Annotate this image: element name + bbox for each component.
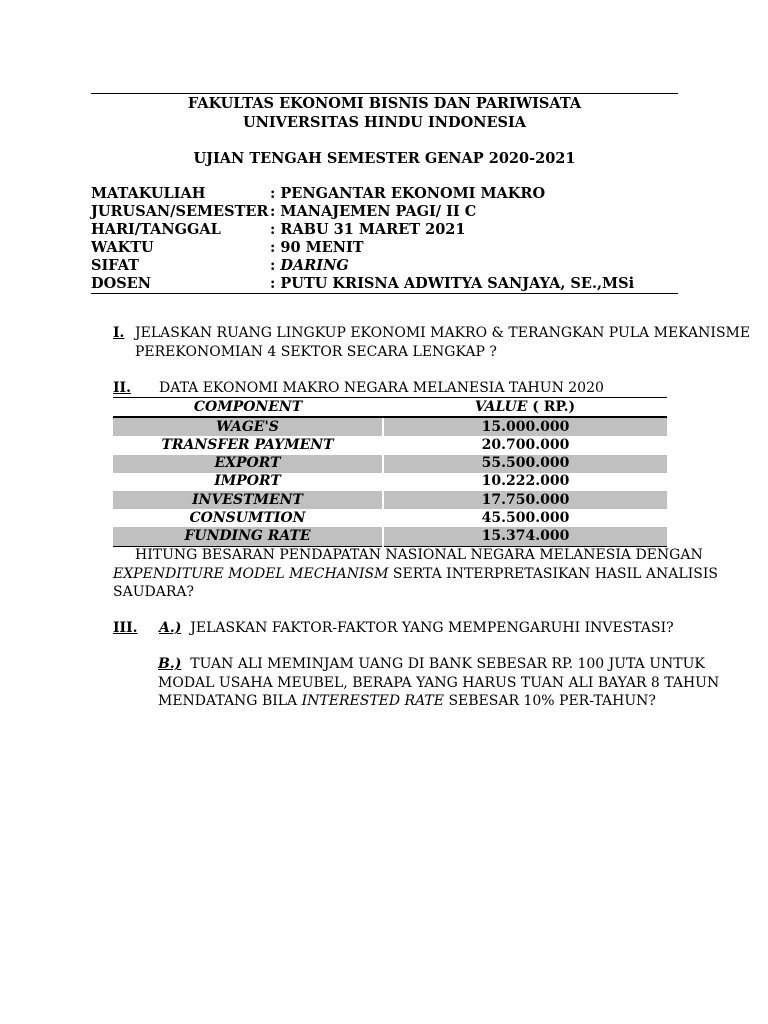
table-cell-component: CONSUMTION xyxy=(189,509,306,526)
question-3-number: III. xyxy=(113,620,138,636)
table-row xyxy=(113,455,667,473)
question-3b-term: INTERESTED RATE xyxy=(301,693,444,709)
info-bottom-rule xyxy=(91,293,678,294)
question-2-title: DATA EKONOMI MAKRO NEGARA MELANESIA TAHUN 2020 xyxy=(159,380,604,396)
table-row xyxy=(113,509,667,527)
faculty-title: FAKULTAS EKONOMI BISNIS DAN PARIWISATA xyxy=(187,95,582,112)
info-label-time: WAKTU xyxy=(91,239,154,256)
macro-data-table xyxy=(113,398,667,547)
table-cell-component: INVESTMENT xyxy=(113,491,383,509)
table-header-row xyxy=(113,398,667,417)
table-cell-value: 10.222.000 xyxy=(383,473,667,491)
info-value-lecturer: : PUTU KRISNA ADWITYA SANJAYA, SE.,MSi xyxy=(270,275,635,292)
question-3b-line-3 xyxy=(158,693,656,709)
table-cell-value: 45.500.000 xyxy=(383,509,667,527)
question-3b-line-1 xyxy=(158,656,705,672)
table-cell-component: WAGE'S xyxy=(113,417,383,436)
table-cell-component: FUNDING RATE xyxy=(113,527,383,546)
info-value-mode-text: DARING xyxy=(280,257,349,274)
question-3b-line-3-post: SEBESAR 10% PER-TAHUN? xyxy=(444,693,656,709)
question-2-number: II. xyxy=(113,380,131,396)
info-label-date: HARI/TANGGAL xyxy=(91,221,221,238)
question-2-line-3: SAUDARA? xyxy=(113,584,194,600)
table-cell-component: TRANSFER PAYMENT xyxy=(161,436,334,453)
table-cell-value: 15.374.000 xyxy=(383,527,667,546)
question-3b-line-3-pre: MENDATANG BILA xyxy=(158,693,302,709)
question-1-number: I. xyxy=(113,325,125,341)
info-value-mode-prefix: : xyxy=(270,257,281,274)
table-header-value-unit: ( RP.) xyxy=(527,398,576,415)
info-value-date: : RABU 31 MARET 2021 xyxy=(270,221,466,238)
table-row xyxy=(113,491,667,509)
question-2-line-2 xyxy=(113,566,718,582)
table-row xyxy=(113,473,667,491)
table-header-value-italic: VALUE xyxy=(474,398,528,415)
table-row xyxy=(113,436,667,454)
question-3b-label: B.) xyxy=(158,656,182,672)
table-cell-value: 15.000.000 xyxy=(383,417,667,436)
question-1-line-1: JELASKAN RUANG LINGKUP EKONOMI MAKRO & TERANGKAN PULA MEKANISME xyxy=(135,325,751,341)
table-header-component: COMPONENT xyxy=(113,398,383,417)
exam-title: UJIAN TENGAH SEMESTER GENAP 2020-2021 xyxy=(193,150,576,167)
question-2-line-2-rest: SERTA INTERPRETASIKAN HASIL ANALISIS xyxy=(388,566,718,582)
table-cell-value: 55.500.000 xyxy=(383,455,667,473)
question-3b-text-1: TUAN ALI MEMINJAM UANG DI BANK SEBESAR RP. 100 JUTA UNTUK xyxy=(190,656,705,672)
question-2-line-1: HITUNG BESARAN PENDAPATAN NASIONAL NEGARA MELANESIA DENGAN xyxy=(135,547,703,563)
question-1 xyxy=(113,325,750,341)
table-row xyxy=(113,527,667,546)
info-value-course: : PENGANTAR EKONOMI MAKRO xyxy=(270,185,546,202)
info-label-department: JURUSAN/SEMESTER xyxy=(91,203,269,220)
info-value-mode xyxy=(270,257,349,274)
table-cell-component: IMPORT xyxy=(214,473,281,490)
question-3a xyxy=(113,620,674,636)
info-label-course: MATAKULIAH xyxy=(91,185,206,202)
info-label-lecturer: DOSEN xyxy=(91,275,151,292)
question-2-heading xyxy=(113,380,604,396)
table-header-value xyxy=(383,398,667,417)
question-3a-text: JELASKAN FAKTOR-FAKTOR YANG MEMPENGARUHI INVESTASI? xyxy=(190,620,674,636)
question-3a-label: A.) xyxy=(159,620,182,636)
question-1-line-2: PEREKONOMIAN 4 SEKTOR SECARA LENGKAP ? xyxy=(135,344,497,360)
info-value-time: : 90 MENIT xyxy=(270,239,364,256)
table-cell-value: 20.700.000 xyxy=(383,436,667,454)
info-value-department: : MANAJEMEN PAGI/ II C xyxy=(270,203,477,220)
question-3b-line-2: MODAL USAHA MEUBEL, BERAPA YANG HARUS TUAN ALI BAYAR 8 TAHUN xyxy=(158,675,720,691)
table-row xyxy=(113,417,667,436)
university-title: UNIVERSITAS HINDU INDONESIA xyxy=(242,114,527,131)
info-label-mode: SIFAT xyxy=(91,257,139,274)
top-rule xyxy=(91,93,678,94)
table-cell-component: EXPORT xyxy=(113,455,383,473)
table-cell-value: 17.750.000 xyxy=(383,491,667,509)
question-2-term: EXPENDITURE MODEL MECHANISM xyxy=(113,566,389,582)
